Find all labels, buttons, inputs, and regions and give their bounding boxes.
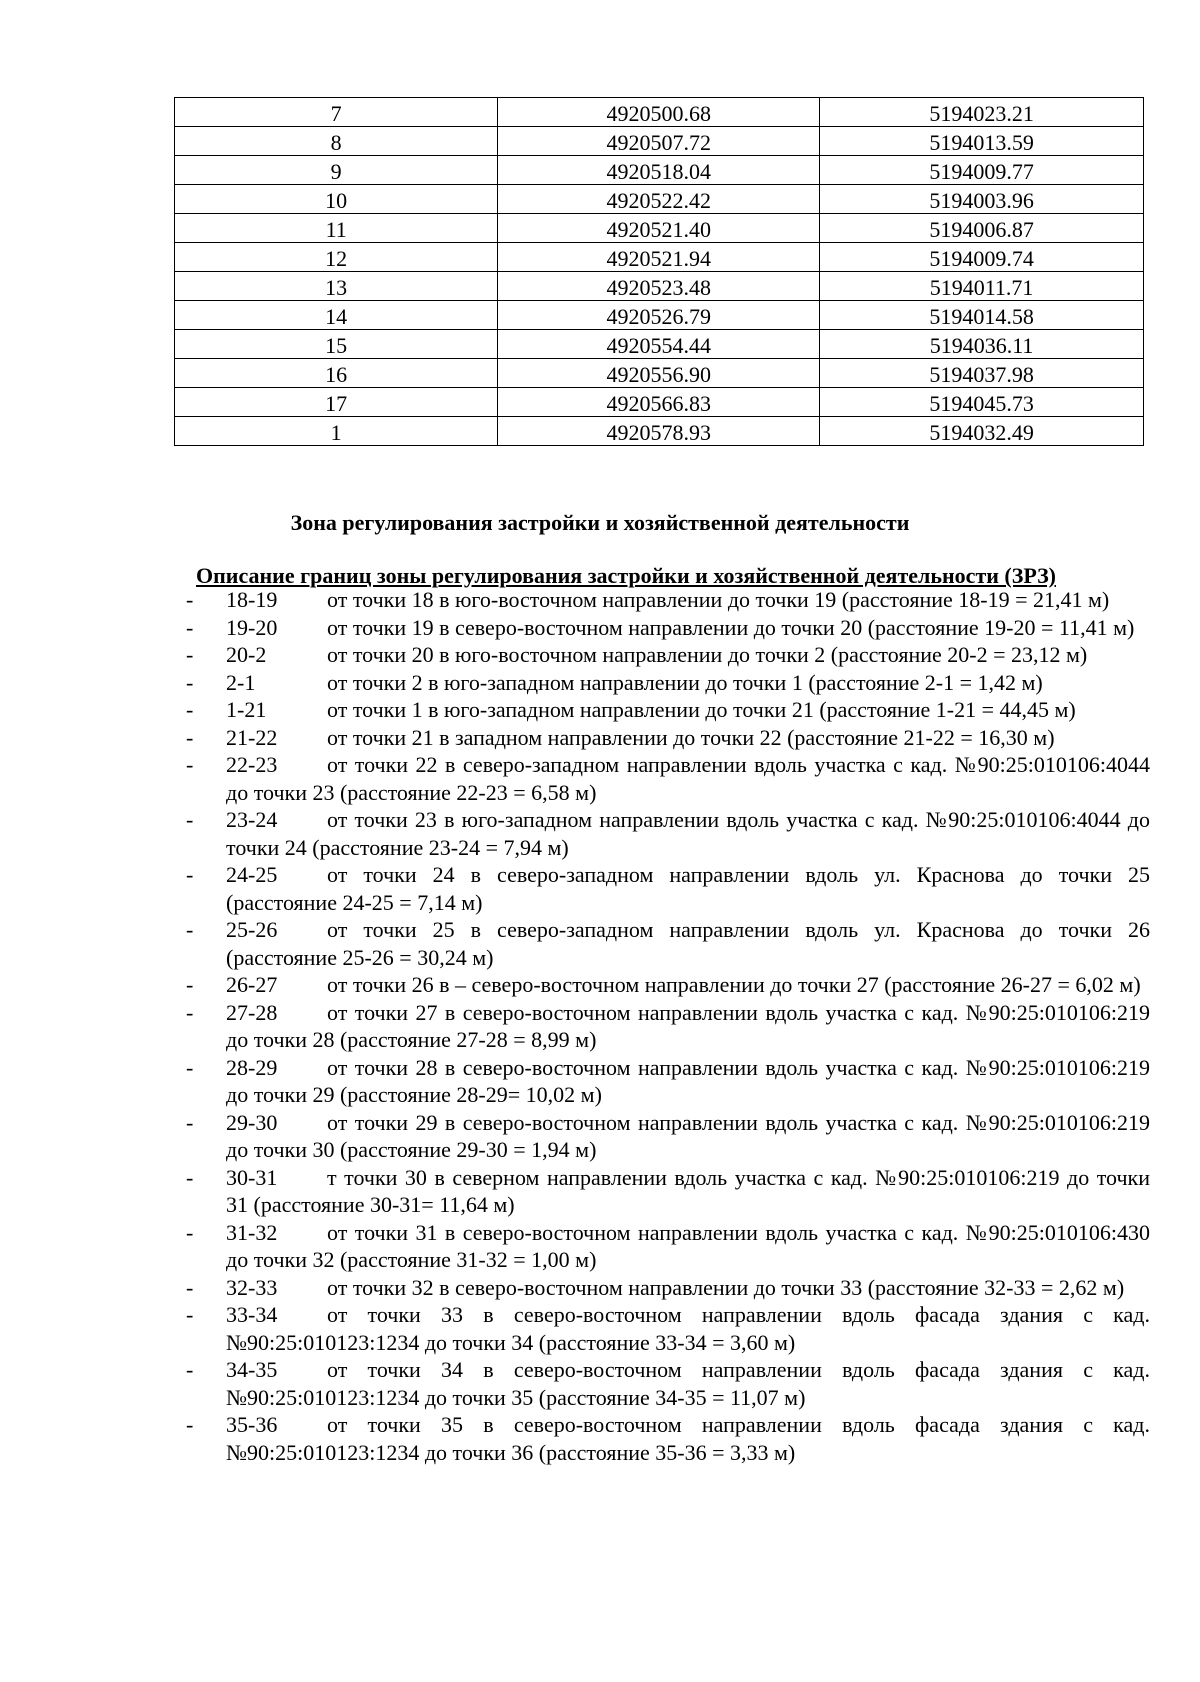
segment-item [180,696,1150,724]
segment-item [180,861,1150,916]
segment-item [180,1109,1150,1164]
list-dash: - [186,669,194,695]
segment-code: 26-27 [226,972,278,997]
segment-item [180,1219,1150,1274]
segment-description: от точки 22 в северо-западном направлении вдоль участка с кад. №90:25:010106:4044 до точки 23 (расстояние 22-23 = 6,58 м) [226,752,1150,805]
segment-body [226,1274,1150,1302]
segment-description: от точки 25 в северо-западном направлении вдоль ул. Краснова до точки 26 (расстояние 25-26 = 30,24 м) [226,917,1150,970]
segment-description: от точки 24 в северо-западном направлении вдоль ул. Краснова до точки 25 (расстояние 24-25 = 7,14 м) [226,862,1150,915]
x-coordinate-cell: 4920566.83 [498,388,820,417]
y-coordinate-cell: 5194037.98 [820,359,1144,388]
segment-item [180,1164,1150,1219]
segment-body [226,751,1150,806]
point-number-cell: 17 [175,388,498,417]
x-coordinate-cell: 4920500.68 [498,98,820,127]
list-dash: - [186,1357,194,1382]
point-number-cell: 10 [175,185,498,214]
segment-description: от точки 21 в западном направлении до точки 22 (расстояние 21-22 = 16,30 м) [327,724,1055,750]
segment-body [226,614,1150,642]
segment-body [226,1164,1150,1219]
table-row [175,417,1144,446]
segment-item [180,614,1150,642]
point-number-cell: 9 [175,156,498,185]
x-coordinate-cell: 4920518.04 [498,156,820,185]
segment-body [226,1054,1150,1109]
point-number-cell: 1 [175,417,498,446]
segment-item [180,641,1150,669]
coordinates-table [174,97,1144,446]
segment-list [180,586,1150,1466]
segment-item [180,1054,1150,1109]
segment-description: от точки 18 в юго-восточном направлении до точки 19 (расстояние 18-19 = 21,41 м) [327,587,1110,612]
segment-description: от точки 2 в юго-западном направлении до точки 1 (расстояние 2-1 = 1,42 м) [327,669,1043,695]
segment-code: 25-26 [226,917,278,942]
list-dash: - [186,1054,194,1080]
segment-body [226,806,1150,861]
segment-item [180,806,1150,861]
segment-code: 33-34 [226,1302,278,1327]
description-title: Описание границ зоны регулирования застройки и хозяйственной деятельности (ЗРЗ) [196,563,1057,588]
point-number-cell: 16 [175,359,498,388]
segment-description: от точки 27 в северо-восточном направлении вдоль участка с кад. №90:25:010106:219 до точки 28 (расстояние 27-28 = 8,99 м) [226,999,1150,1052]
segment-body [226,1109,1150,1164]
segment-code: 35-36 [226,1412,278,1437]
segment-description: от точки 31 в северо-восточном направлении вдоль участка с кад. №90:25:010106:430 до точки 32 (расстояние 31-32 = 1,00 м) [226,1219,1150,1272]
segment-item [180,751,1150,806]
segment-code: 2-1 [226,669,256,695]
y-coordinate-cell: 5194013.59 [820,127,1144,156]
segment-code: 23-24 [226,807,278,832]
segment-body [226,1411,1150,1466]
segment-item [180,999,1150,1054]
point-number-cell: 12 [175,243,498,272]
segment-body [226,1356,1150,1411]
coordinates-table-body [175,98,1144,446]
table-row [175,243,1144,272]
segment-code: 32-33 [226,1274,278,1300]
list-dash: - [186,862,194,887]
segment-description: от точки 34 в северо-восточном направлении вдоль фасада здания с кад. №90:25:010123:1234 до точки 35 (расстояние 34-35 = 11,07 м) [226,1357,1150,1410]
segment-body [226,861,1150,916]
table-row [175,301,1144,330]
table-row [175,185,1144,214]
segment-code: 18-19 [226,587,278,612]
segment-description: от точки 19 в северо-восточном направлении до точки 20 (расстояние 19-20 = 11,41 м) [327,614,1135,640]
list-dash: - [186,1302,194,1327]
zone-title: Зона регулирования застройки и хозяйственной деятельности [290,510,910,535]
y-coordinate-cell: 5194003.96 [820,185,1144,214]
x-coordinate-cell: 4920521.40 [498,214,820,243]
y-coordinate-cell: 5194014.58 [820,301,1144,330]
segment-code: 29-30 [226,1109,278,1135]
segment-code: 19-20 [226,614,278,640]
segment-code: 34-35 [226,1357,278,1382]
table-row [175,330,1144,359]
x-coordinate-cell: 4920554.44 [498,330,820,359]
table-row [175,127,1144,156]
x-coordinate-cell: 4920556.90 [498,359,820,388]
segment-body [226,641,1150,669]
list-dash: - [186,917,194,942]
segment-code: 1-21 [226,697,267,722]
y-coordinate-cell: 5194036.11 [820,330,1144,359]
segment-item [180,916,1150,971]
segment-description: от точки 29 в северо-восточном направлении вдоль участка с кад. №90:25:010106:219 до точки 30 (расстояние 29-30 = 1,94 м) [226,1109,1150,1162]
segment-description: от точки 26 в – северо-восточном направлении до точки 27 (расстояние 26-27 = 6,02 м) [327,972,1141,997]
segment-code: 22-23 [226,752,278,777]
segment-code: 21-22 [226,724,278,750]
segment-code: 28-29 [226,1054,278,1080]
segment-item [180,1356,1150,1411]
segment-code: 24-25 [226,862,278,887]
y-coordinate-cell: 5194009.77 [820,156,1144,185]
point-number-cell: 7 [175,98,498,127]
list-dash: - [186,724,194,750]
segment-body [226,971,1150,999]
segment-description: от точки 33 в северо-восточном направлении вдоль фасада здания с кад. №90:25:010123:1234 до точки 34 (расстояние 33-34 = 3,60 м) [226,1302,1150,1355]
segment-body [226,696,1150,724]
segment-item [180,1301,1150,1356]
list-dash: - [186,1274,194,1300]
table-row [175,98,1144,127]
point-number-cell: 13 [175,272,498,301]
table-row [175,388,1144,417]
y-coordinate-cell: 5194009.74 [820,243,1144,272]
table-row [175,214,1144,243]
segment-item [180,1274,1150,1302]
segment-body [226,999,1150,1054]
list-dash: - [186,642,194,667]
point-number-cell: 8 [175,127,498,156]
list-dash: - [186,1109,194,1135]
segment-item [180,724,1150,752]
list-dash: - [186,614,194,640]
list-dash: - [186,1219,194,1245]
y-coordinate-cell: 5194006.87 [820,214,1144,243]
segment-description: т точки 30 в северном направлении вдоль участка с кад. №90:25:010106:219 до точки 31 (расстояние 30-31= 11,64 м) [226,1164,1150,1217]
segment-body [226,1219,1150,1274]
segment-body [226,1301,1150,1356]
x-coordinate-cell: 4920526.79 [498,301,820,330]
x-coordinate-cell: 4920578.93 [498,417,820,446]
list-dash: - [186,972,194,997]
point-number-cell: 11 [175,214,498,243]
x-coordinate-cell: 4920521.94 [498,243,820,272]
segment-item [180,586,1150,614]
list-dash: - [186,1412,194,1437]
segment-body [226,724,1150,752]
y-coordinate-cell: 5194045.73 [820,388,1144,417]
list-dash: - [186,697,194,722]
segment-description: от точки 35 в северо-восточном направлении вдоль фасада здания с кад. №90:25:010123:1234 до точки 36 (расстояние 35-36 = 3,33 м) [226,1412,1150,1465]
segment-item [180,971,1150,999]
table-row [175,156,1144,185]
list-dash: - [186,752,194,777]
point-number-cell: 14 [175,301,498,330]
segment-description: от точки 32 в северо-восточном направлении до точки 33 (расстояние 32-33 = 2,62 м) [327,1274,1125,1300]
table-row [175,359,1144,388]
x-coordinate-cell: 4920507.72 [498,127,820,156]
segment-code: 31-32 [226,1219,278,1245]
segment-code: 30-31 [226,1164,278,1190]
segment-body [226,586,1150,614]
segment-body [226,916,1150,971]
segment-item [180,1411,1150,1466]
segment-code: 20-2 [226,642,267,667]
segment-item [180,669,1150,697]
y-coordinate-cell: 5194023.21 [820,98,1144,127]
list-dash: - [186,1164,194,1190]
x-coordinate-cell: 4920522.42 [498,185,820,214]
list-dash: - [186,807,194,832]
table-row [175,272,1144,301]
segment-description: от точки 20 в юго-восточном направлении до точки 2 (расстояние 20-2 = 23,12 м) [327,642,1088,667]
segment-body [226,669,1150,697]
segment-description: от точки 23 в юго-западном направлении вдоль участка с кад. №90:25:010106:4044 до точки 24 (расстояние 23-24 = 7,94 м) [226,807,1150,860]
point-number-cell: 15 [175,330,498,359]
segment-code: 27-28 [226,999,278,1025]
y-coordinate-cell: 5194011.71 [820,272,1144,301]
list-dash: - [186,999,194,1025]
list-dash: - [186,587,194,612]
y-coordinate-cell: 5194032.49 [820,417,1144,446]
segment-description: от точки 28 в северо-восточном направлении вдоль участка с кад. №90:25:010106:219 до точки 29 (расстояние 28-29= 10,02 м) [226,1054,1150,1107]
x-coordinate-cell: 4920523.48 [498,272,820,301]
segment-description: от точки 1 в юго-западном направлении до точки 21 (расстояние 1-21 = 44,45 м) [327,697,1076,722]
